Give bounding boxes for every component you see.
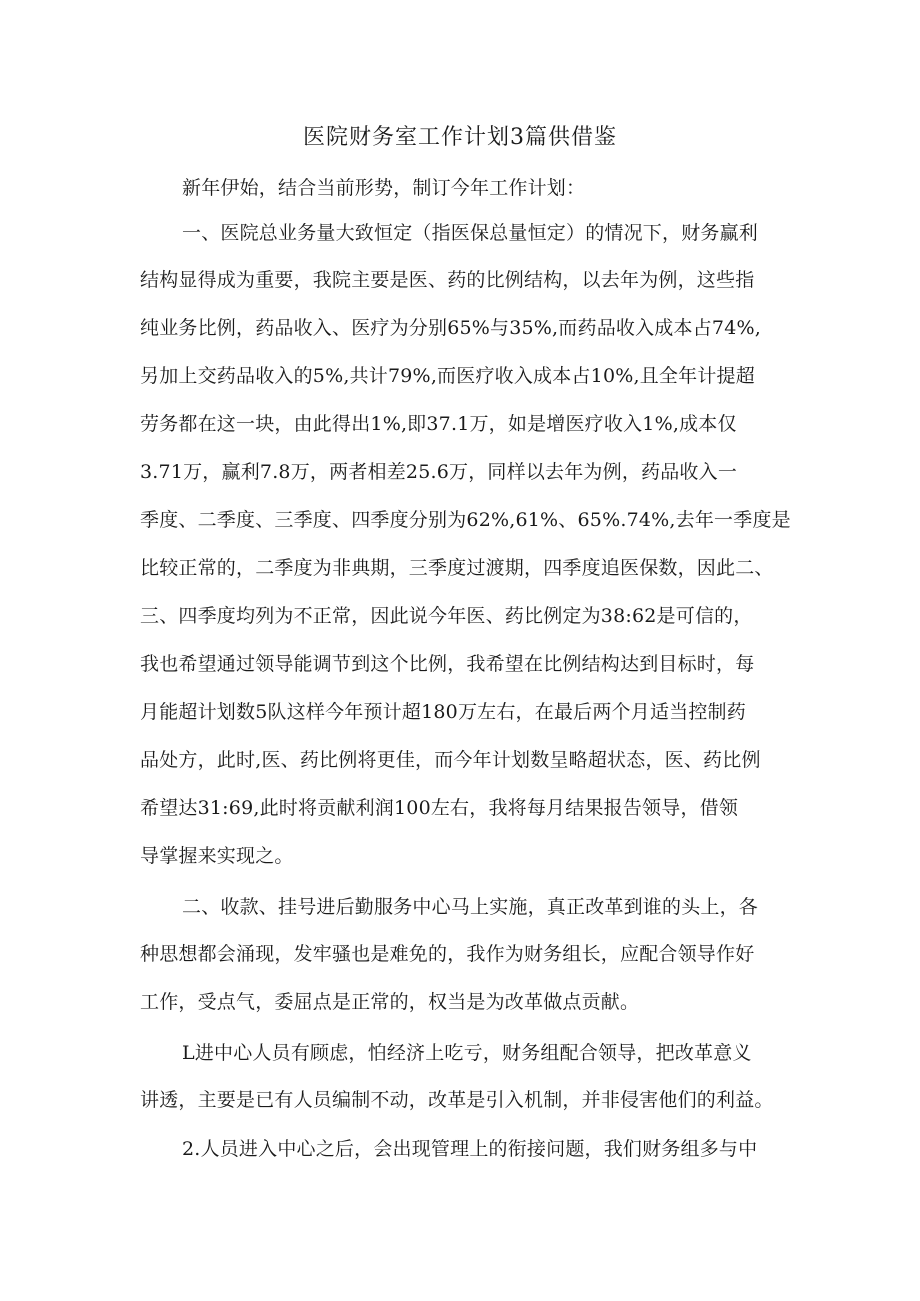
paragraph-line: 导掌握来实现之。 [140, 845, 294, 867]
paragraph-line: 工作，受点气，委屈点是正常的，权当是为改革做点贡献。 [140, 991, 640, 1013]
paragraph-line: 结构显得成为重要，我院主要是医、药的比例结构，以去年为例，这些指 [140, 269, 755, 291]
paragraph-line: 季度、二季度、三季度、四季度分别为62%,61%、65%.74%,去年一季度是 [140, 509, 791, 531]
paragraph-line: 二、收款、挂号进后勤服务中心马上实施，真正改革到谁的头上，各 [182, 896, 759, 918]
paragraph-line: 3.71万，赢利7.8万，两者相差25.6万，同样以去年为例，药品收入一 [140, 461, 738, 483]
paragraph-line: 我也希望通过领导能调节到这个比例，我希望在比例结构达到目标时，每 [140, 653, 755, 675]
paragraph-line: 讲透，主要是已有人员编制不动，改革是引入机制，并非侵害他们的利益。 [140, 1089, 774, 1111]
paragraph-line: 另加上交药品收入的5%,共计79%,而医疗收入成本占10%,且全年计提超 [140, 365, 755, 387]
paragraph-line: 比较正常的，二季度为非典期，三季度过渡期，四季度追医保数，因此二、 [140, 557, 774, 579]
paragraph-line: 2.人员进入中心之后，会出现管理上的衔接问题，我们财务组多与中 [182, 1138, 758, 1160]
paragraph-line: 劳务都在这一块，由此得出1%,即37.1万，如是增医疗收入1%,成本仅 [140, 413, 737, 435]
paragraph-line: 品处方，此时,医、药比例将更佳，而今年计划数呈略超状态，医、药比例 [140, 749, 761, 771]
paragraph-line: L进中心人员有顾虑，怕经济上吃亏，财务组配合领导，把改革意义 [182, 1042, 752, 1064]
paragraph-line: 纯业务比例，药品收入、医疗为分别65%与35%,而药品收入成本占74%, [140, 317, 761, 339]
paragraph-line: 三、四季度均列为不正常，因此说今年医、药比例定为38:62是可信的， [140, 605, 753, 627]
document-title: 医院财务室工作计划3篇供借鉴 [303, 125, 617, 150]
paragraph-line: 新年伊始，结合当前形势，制订今年工作计划： [182, 177, 586, 199]
paragraph-line: 种思想都会涌现，发牢骚也是难免的，我作为财务组长，应配合领导作好 [140, 943, 755, 965]
paragraph-line: 希望达31:69,此时将贡献利润100左右，我将每月结果报告领导，借领 [140, 797, 739, 819]
paragraph-line: 一、医院总业务量大致恒定（指医保总量恒定）的情况下，财务赢利 [182, 222, 759, 244]
paragraph-line: 月能超计划数5队这样今年预计超180万左右，在最后两个月适当控制药 [140, 701, 746, 723]
